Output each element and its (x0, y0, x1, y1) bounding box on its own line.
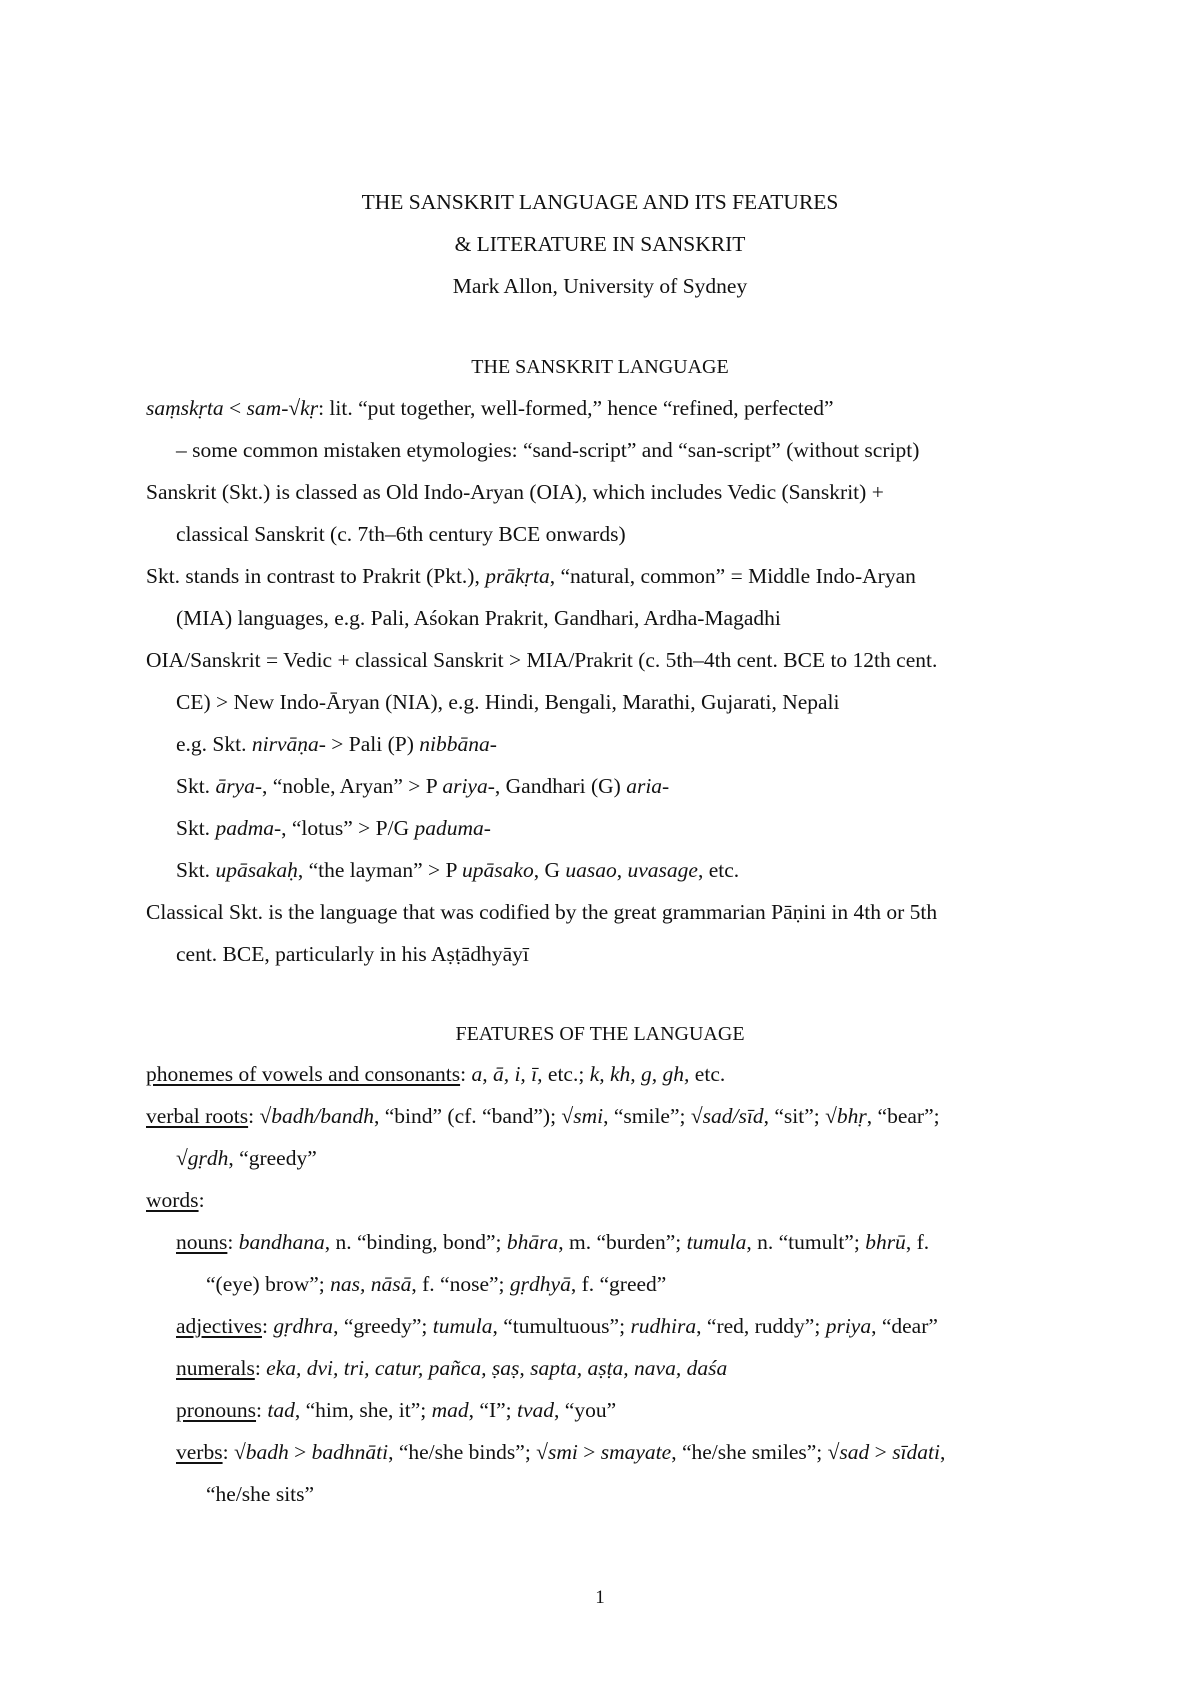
adjectives-line: adjectives: gṛdhra, “greedy”; tumula, “tumultuous”; rudhira, “red, ruddy”; priya, “dear” (176, 1314, 938, 1338)
language-stages-line: OIA/Sanskrit = Vedic + classical Sanskrit > MIA/Prakrit (c. 5th–4th cent. BCE to 12th cent. (146, 648, 938, 672)
document-title: THE SANSKRIT LANGUAGE AND ITS FEATURES (361, 190, 839, 214)
page-number: 1 (595, 1587, 605, 1608)
author-line: Mark Allon, University of Sydney (452, 274, 748, 298)
section-heading-features: FEATURES OF THE LANGUAGE (455, 1023, 745, 1045)
language-stages-line-cont: CE) > New Indo-Āryan (NIA), e.g. Hindi, Bengali, Marathi, Gujarati, Nepali (176, 690, 840, 714)
classification-line-cont: classical Sanskrit (c. 7th–6th century BCE onwards) (176, 522, 626, 546)
verbs-line: verbs: √badh > badhnāti, “he/she binds”; √smi > smayate, “he/she smiles”; √sad > sīdati, (176, 1440, 946, 1464)
document-subtitle: & LITERATURE IN SANSKRIT (454, 232, 746, 256)
classification-line: Sanskrit (Skt.) is classed as Old Indo-Aryan (OIA), which includes Vedic (Sanskrit) + (146, 480, 884, 504)
prakrit-contrast-line: Skt. stands in contrast to Prakrit (Pkt.), prākṛta, “natural, common” = Middle Indo-Aryan (146, 564, 916, 588)
etymology-line: saṃskṛta < sam-√kṛ: lit. “put together, well-formed,” hence “refined, perfected” (146, 396, 834, 420)
words-label: words: (146, 1188, 205, 1212)
classical-sanskrit-line-cont: cent. BCE, particularly in his Aṣṭādhyāyī (176, 942, 529, 966)
example-arya: Skt. ārya-, “noble, Aryan” > P ariya-, Gandhari (G) aria- (176, 774, 670, 798)
verbs-line-cont: “he/she sits” (206, 1482, 315, 1506)
prakrit-contrast-line-cont: (MIA) languages, e.g. Pali, Aśokan Prakrit, Gandhari, Ardha-Magadhi (176, 606, 781, 630)
pronouns-line: pronouns: tad, “him, she, it”; mad, “I”; tvad, “you” (176, 1398, 617, 1422)
example-padma: Skt. padma-, “lotus” > P/G paduma- (176, 816, 491, 840)
verbal-roots-line-cont: √gṛdh, “greedy” (176, 1146, 317, 1170)
example-nirvana: e.g. Skt. nirvāṇa- > Pali (P) nibbāna- (176, 732, 497, 756)
verbal-roots-line: verbal roots: √badh/bandh, “bind” (cf. “band”); √smi, “smile”; √sad/sīd, “sit”; √bhṛ, “bear”; (146, 1104, 940, 1128)
nouns-line: nouns: bandhana, n. “binding, bond”; bhāra, m. “burden”; tumula, n. “tumult”; bhrū, f. (176, 1230, 930, 1254)
phonemes-line: phonemes of vowels and consonants: a, ā, i, ī, etc.; k, kh, g, gh, etc. (146, 1062, 726, 1086)
mistaken-etymologies-line: – some common mistaken etymologies: “sand-script” and “san-script” (without script) (176, 438, 920, 462)
classical-sanskrit-line: Classical Skt. is the language that was codified by the great grammarian Pāṇini in 4th or 5th (146, 900, 938, 924)
example-upasakah: Skt. upāsakaḥ, “the layman” > P upāsako, G uasao, uvasage, etc. (176, 858, 740, 882)
nouns-line-cont: “(eye) brow”; nas, nāsā, f. “nose”; gṛdhyā, f. “greed” (206, 1272, 667, 1296)
section-heading-sanskrit-language: THE SANSKRIT LANGUAGE (471, 356, 729, 378)
numerals-line: numerals: eka, dvi, tri, catur, pañca, ṣaṣ, sapta, aṣṭa, nava, daśa (176, 1356, 728, 1380)
